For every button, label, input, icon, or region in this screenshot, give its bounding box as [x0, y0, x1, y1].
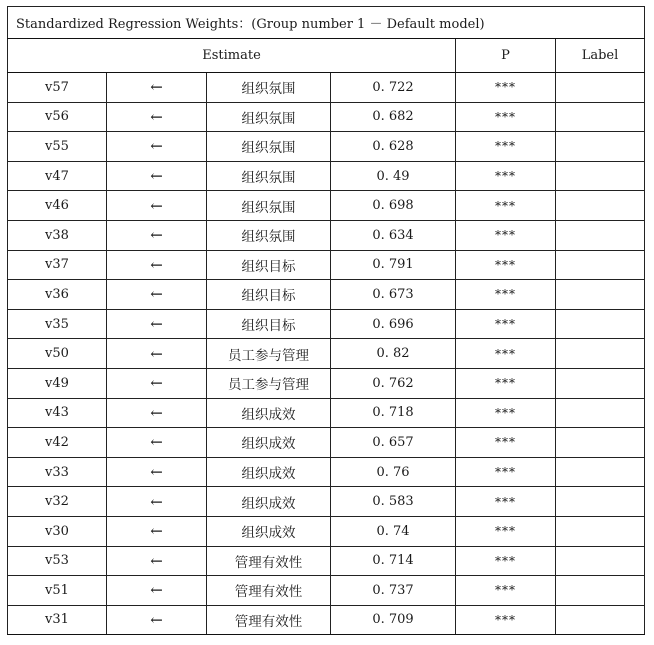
variable-cell: v43	[8, 398, 107, 428]
factor-cell: 组织成效	[207, 457, 331, 487]
factor-cell: 组织氛围	[207, 191, 331, 221]
label-cell	[556, 368, 645, 398]
estimate-cell: 0. 791	[331, 250, 456, 280]
arrow-cell: ←	[107, 102, 207, 132]
p-value-cell: ***	[456, 73, 556, 103]
variable-cell: v53	[8, 546, 107, 576]
p-value-cell: ***	[456, 457, 556, 487]
estimate-cell: 0. 628	[331, 132, 456, 162]
factor-cell: 员工参与管理	[207, 368, 331, 398]
p-value-cell: ***	[456, 546, 556, 576]
p-value-cell: ***	[456, 161, 556, 191]
regression-weights-table-container	[7, 6, 644, 635]
regression-weights-table	[7, 6, 645, 635]
header-p: P	[456, 39, 556, 73]
label-cell	[556, 250, 645, 280]
variable-cell: v42	[8, 428, 107, 458]
table-row	[8, 161, 645, 191]
factor-cell: 组织成效	[207, 398, 331, 428]
table-row	[8, 339, 645, 369]
estimate-cell: 0. 634	[331, 220, 456, 250]
table-row	[8, 605, 645, 635]
p-value-cell: ***	[456, 191, 556, 221]
table-row	[8, 457, 645, 487]
arrow-cell: ←	[107, 516, 207, 546]
table-row	[8, 280, 645, 310]
variable-cell: v35	[8, 309, 107, 339]
arrow-cell: ←	[107, 220, 207, 250]
p-value-cell: ***	[456, 250, 556, 280]
label-cell	[556, 339, 645, 369]
arrow-cell: ←	[107, 546, 207, 576]
header-label: Label	[556, 39, 645, 73]
table-row	[8, 368, 645, 398]
arrow-cell: ←	[107, 191, 207, 221]
label-cell	[556, 132, 645, 162]
factor-cell: 组织氛围	[207, 102, 331, 132]
estimate-cell: 0. 583	[331, 487, 456, 517]
arrow-cell: ←	[107, 368, 207, 398]
label-cell	[556, 398, 645, 428]
table-row	[8, 516, 645, 546]
estimate-cell: 0. 722	[331, 73, 456, 103]
estimate-cell: 0. 696	[331, 309, 456, 339]
arrow-cell: ←	[107, 280, 207, 310]
p-value-cell: ***	[456, 220, 556, 250]
estimate-cell: 0. 709	[331, 605, 456, 635]
table-row	[8, 220, 645, 250]
p-value-cell: ***	[456, 368, 556, 398]
factor-cell: 组织目标	[207, 309, 331, 339]
variable-cell: v31	[8, 605, 107, 635]
estimate-cell: 0. 49	[331, 161, 456, 191]
factor-cell: 组织氛围	[207, 161, 331, 191]
label-cell	[556, 576, 645, 606]
factor-cell: 组织目标	[207, 280, 331, 310]
p-value-cell: ***	[456, 398, 556, 428]
variable-cell: v46	[8, 191, 107, 221]
label-cell	[556, 516, 645, 546]
variable-cell: v51	[8, 576, 107, 606]
label-cell	[556, 605, 645, 635]
table-row	[8, 73, 645, 103]
label-cell	[556, 428, 645, 458]
arrow-cell: ←	[107, 250, 207, 280]
table-row	[8, 546, 645, 576]
factor-cell: 组织成效	[207, 516, 331, 546]
arrow-cell: ←	[107, 428, 207, 458]
factor-cell: 组织氛围	[207, 132, 331, 162]
label-cell	[556, 280, 645, 310]
estimate-cell: 0. 698	[331, 191, 456, 221]
variable-cell: v32	[8, 487, 107, 517]
arrow-cell: ←	[107, 605, 207, 635]
p-value-cell: ***	[456, 605, 556, 635]
label-cell	[556, 546, 645, 576]
factor-cell: 组织氛围	[207, 220, 331, 250]
p-value-cell: ***	[456, 428, 556, 458]
estimate-cell: 0. 657	[331, 428, 456, 458]
table-header-row	[8, 39, 645, 73]
table-row	[8, 428, 645, 458]
p-value-cell: ***	[456, 487, 556, 517]
table-row	[8, 487, 645, 517]
estimate-cell: 0. 74	[331, 516, 456, 546]
arrow-cell: ←	[107, 398, 207, 428]
variable-cell: v55	[8, 132, 107, 162]
variable-cell: v56	[8, 102, 107, 132]
arrow-cell: ←	[107, 132, 207, 162]
estimate-cell: 0. 737	[331, 576, 456, 606]
estimate-cell: 0. 673	[331, 280, 456, 310]
estimate-cell: 0. 714	[331, 546, 456, 576]
estimate-cell: 0. 682	[331, 102, 456, 132]
p-value-cell: ***	[456, 516, 556, 546]
label-cell	[556, 73, 645, 103]
p-value-cell: ***	[456, 132, 556, 162]
table-row	[8, 576, 645, 606]
factor-cell: 组织成效	[207, 428, 331, 458]
table-caption: Standardized Regression Weights：(Group number 1 － Default model)	[8, 7, 645, 39]
estimate-cell: 0. 718	[331, 398, 456, 428]
table-row	[8, 309, 645, 339]
arrow-cell: ←	[107, 487, 207, 517]
table-row	[8, 102, 645, 132]
variable-cell: v38	[8, 220, 107, 250]
arrow-cell: ←	[107, 309, 207, 339]
label-cell	[556, 191, 645, 221]
arrow-cell: ←	[107, 161, 207, 191]
estimate-cell: 0. 82	[331, 339, 456, 369]
table-caption-row	[8, 7, 645, 39]
p-value-cell: ***	[456, 339, 556, 369]
estimate-cell: 0. 762	[331, 368, 456, 398]
table-row	[8, 250, 645, 280]
factor-cell: 组织成效	[207, 487, 331, 517]
arrow-cell: ←	[107, 73, 207, 103]
label-cell	[556, 309, 645, 339]
factor-cell: 管理有效性	[207, 546, 331, 576]
arrow-cell: ←	[107, 457, 207, 487]
table-row	[8, 191, 645, 221]
variable-cell: v49	[8, 368, 107, 398]
table-row	[8, 398, 645, 428]
factor-cell: 组织目标	[207, 250, 331, 280]
p-value-cell: ***	[456, 280, 556, 310]
arrow-cell: ←	[107, 576, 207, 606]
table-body	[8, 73, 645, 635]
variable-cell: v37	[8, 250, 107, 280]
variable-cell: v36	[8, 280, 107, 310]
estimate-cell: 0. 76	[331, 457, 456, 487]
label-cell	[556, 102, 645, 132]
factor-cell: 管理有效性	[207, 576, 331, 606]
label-cell	[556, 161, 645, 191]
p-value-cell: ***	[456, 309, 556, 339]
factor-cell: 管理有效性	[207, 605, 331, 635]
variable-cell: v50	[8, 339, 107, 369]
label-cell	[556, 220, 645, 250]
arrow-cell: ←	[107, 339, 207, 369]
variable-cell: v57	[8, 73, 107, 103]
variable-cell: v47	[8, 161, 107, 191]
variable-cell: v30	[8, 516, 107, 546]
factor-cell: 组织氛围	[207, 73, 331, 103]
label-cell	[556, 487, 645, 517]
table-row	[8, 132, 645, 162]
p-value-cell: ***	[456, 102, 556, 132]
factor-cell: 员工参与管理	[207, 339, 331, 369]
header-estimate: Estimate	[8, 39, 456, 73]
label-cell	[556, 457, 645, 487]
p-value-cell: ***	[456, 576, 556, 606]
variable-cell: v33	[8, 457, 107, 487]
